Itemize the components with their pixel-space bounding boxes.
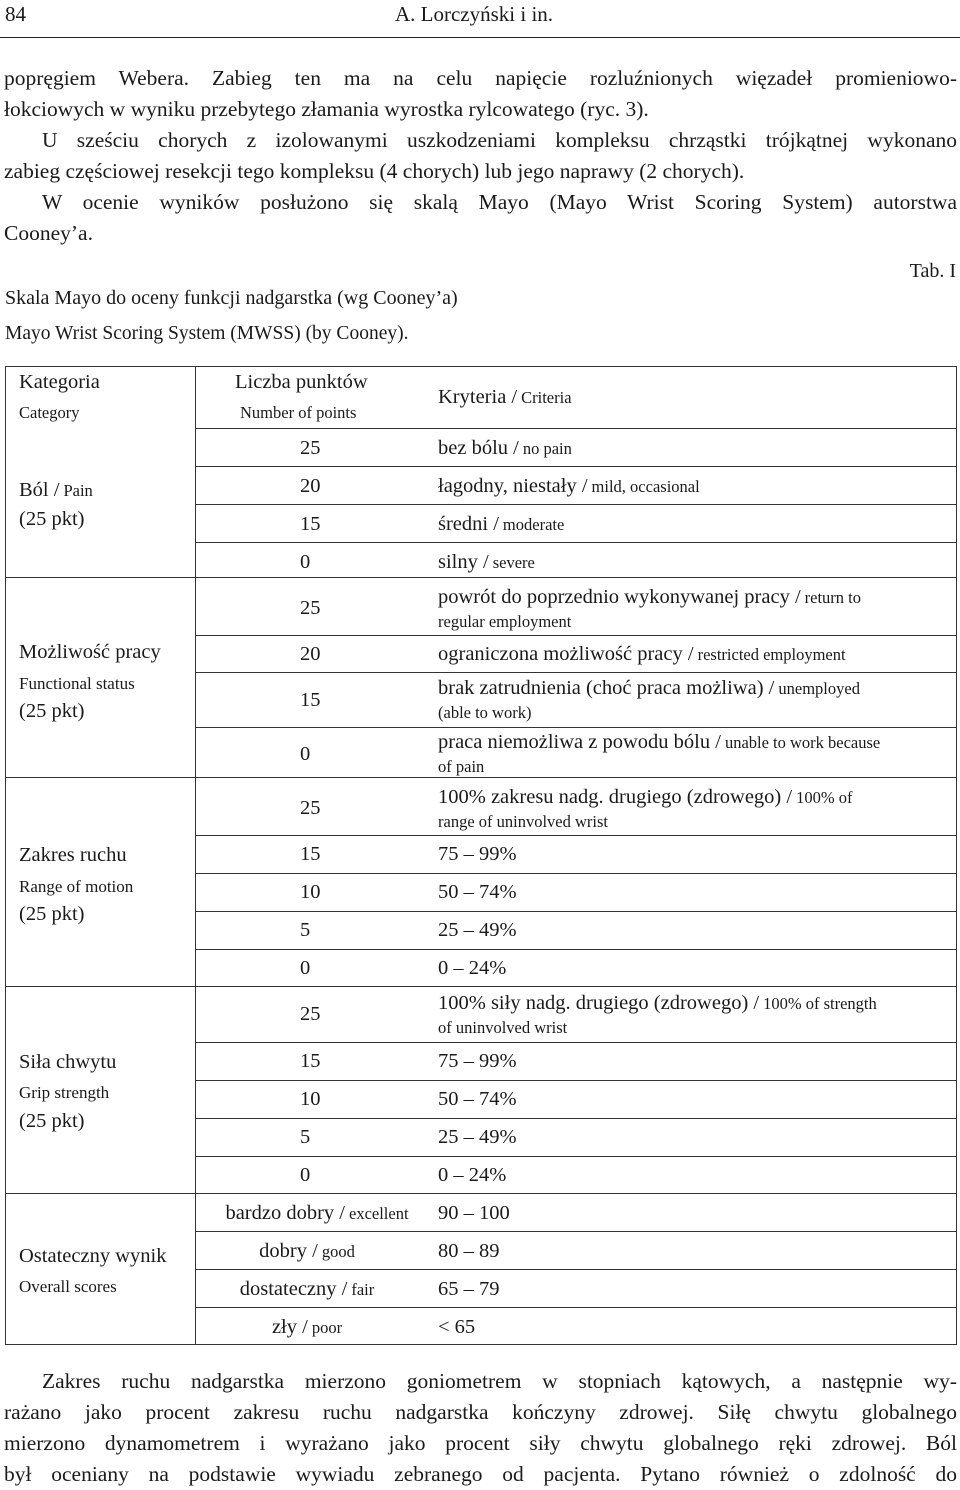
table-border-bottom — [5, 1344, 957, 1345]
criterion: ograniczona możliwość pracy / restricted employment — [438, 643, 846, 665]
row-separator — [195, 1042, 957, 1043]
points-value: 5 — [300, 919, 311, 941]
points-value: 5 — [300, 1126, 311, 1148]
header-category-en: Category — [19, 403, 80, 422]
header-rule — [0, 37, 960, 38]
score-range: < 65 — [438, 1316, 476, 1338]
page-number: 84 — [5, 2, 26, 26]
criterion: średni / moderate — [438, 513, 565, 535]
score-range: 90 – 100 — [438, 1202, 510, 1224]
intro-line: W ocenie wyników posłużono się skalą Mayo (Mayo Wrist Scoring System) autorstwa — [42, 190, 957, 214]
header-criteria — [438, 385, 572, 411]
points-value: 25 — [300, 597, 321, 619]
category-grip-max: (25 pkt) — [19, 1110, 85, 1132]
points-value: 0 — [300, 1164, 311, 1186]
criterion: 0 – 24% — [438, 957, 507, 979]
criterion: 50 – 74% — [438, 1088, 517, 1110]
row-separator — [195, 1118, 957, 1119]
criterion: 100% siły nadg. drugiego (zdrowego) / 100% of strength of uninvolved wrist — [438, 992, 877, 1037]
criterion: 50 – 74% — [438, 881, 517, 903]
row-separator — [195, 835, 957, 836]
category-motion-pl: Zakres ruchu — [19, 844, 127, 866]
running-header-authors: A. Lorczyński i in. — [395, 2, 554, 26]
points-value: 25 — [300, 437, 321, 459]
outro-line: mierzono dynamometrem i wyrażano jako procent siły chwytu globalnego ręki zdrowej. Ból — [4, 1431, 957, 1455]
column-divider — [195, 366, 196, 1345]
outro-line: rażano jako procent zakresu ruchu nadgarstka kończyny zdrowej. Siłę chwytu globalnego — [4, 1400, 957, 1424]
grade: zły / poor — [271, 1316, 343, 1338]
points-value: 20 — [300, 475, 321, 497]
category-functional-max: (25 pkt) — [19, 700, 85, 722]
grade: dobry / good — [259, 1240, 355, 1262]
row-separator — [195, 1156, 957, 1157]
points-value: 15 — [300, 843, 321, 865]
category-pain-pl: Ból / — [19, 479, 60, 501]
row-separator — [195, 1269, 957, 1270]
criterion: 75 – 99% — [438, 843, 517, 865]
intro-line: zabieg częściowej resekcji tego kompleksu (4 chorych) lub jego naprawy (2 chorych). — [4, 159, 745, 183]
outro-line: był oceniany na podstawie wywiadu zebranego od pacjenta. Pytano również o zdolność do — [4, 1462, 957, 1486]
category-grip-en: Grip strength — [19, 1083, 110, 1102]
points-value: 25 — [300, 797, 321, 819]
points-value: 0 — [300, 957, 311, 979]
intro-paragraph — [4, 63, 957, 249]
criterion: silny / severe — [438, 551, 535, 573]
points-value: 10 — [300, 881, 321, 903]
points-value: 20 — [300, 643, 321, 665]
table-border-top — [5, 366, 957, 367]
header-criteria-en: Criteria — [521, 388, 572, 407]
row-separator — [195, 949, 957, 950]
score-range: 80 – 89 — [438, 1240, 500, 1262]
category-pain-max: (25 pkt) — [19, 508, 85, 530]
category-separator — [5, 577, 957, 578]
criterion: 100% zakresu nadg. drugiego (zdrowego) / 100% of range of uninvolved wrist — [438, 786, 853, 831]
intro-line: U sześciu chorych z izolowanymi uszkodzeniami kompleksu chrząstki trójkątnej wykonano — [42, 128, 957, 152]
criterion: łagodny, niestały / mild, occasional — [438, 475, 700, 497]
points-value: 15 — [300, 1050, 321, 1072]
header-points-pl: Liczba punktów — [235, 371, 368, 393]
criterion: brak zatrudnienia (choć praca możliwa) / unemployed (able to work) — [438, 677, 860, 722]
category-motion-en: Range of motion — [19, 877, 134, 896]
row-separator — [195, 542, 957, 543]
criterion: 0 – 24% — [438, 1164, 507, 1186]
row-separator — [195, 873, 957, 874]
points-value: 0 — [300, 551, 311, 573]
row-separator — [195, 428, 957, 429]
category-pain-en: Pain — [63, 481, 93, 500]
row-separator — [195, 1231, 957, 1232]
category-functional-pl: Możliwość pracy — [19, 641, 161, 663]
points-value: 0 — [300, 743, 311, 765]
row-separator — [195, 727, 957, 728]
points-value: 15 — [300, 513, 321, 535]
outro-paragraph — [4, 1366, 957, 1490]
row-separator — [195, 635, 957, 636]
row-separator — [195, 672, 957, 673]
category-functional-en: Functional status — [19, 674, 135, 693]
intro-line: popręgiem Webera. Zabieg ten ma na celu napięcie rozluźnionych więzadeł promieniowo- — [4, 66, 957, 90]
points-value: 25 — [300, 1003, 321, 1025]
criterion: praca niemożliwa z powodu bólu / unable to work because of pain — [438, 731, 881, 776]
intro-line: łokciowych w wyniku przebytego złamania wyrostka rylcowatego (ryc. 3). — [4, 97, 649, 121]
category-grip-pl: Siła chwytu — [19, 1051, 117, 1073]
row-separator — [195, 466, 957, 467]
table-border-right — [956, 366, 957, 1345]
category-pain — [19, 478, 93, 504]
header-criteria-pl: Kryteria / — [438, 386, 518, 408]
points-value: 15 — [300, 689, 321, 711]
criterion: 75 – 99% — [438, 1050, 517, 1072]
category-motion-max: (25 pkt) — [19, 903, 85, 925]
criterion: 25 – 49% — [438, 1126, 517, 1148]
score-range: 65 – 79 — [438, 1278, 500, 1300]
points-value: 10 — [300, 1088, 321, 1110]
row-separator — [195, 1080, 957, 1081]
criterion: bez bólu / no pain — [438, 437, 572, 459]
table-number: Tab. I — [909, 260, 956, 282]
intro-line: Cooney’a. — [4, 221, 93, 245]
row-separator — [195, 504, 957, 505]
outro-line: Zakres ruchu nadgarstka mierzono goniometrem w stopniach kątowych, a następnie wy- — [42, 1369, 957, 1393]
header-category-pl: Kategoria — [19, 371, 100, 393]
criterion: powrót do poprzednio wykonywanej pracy / return to regular employment — [438, 586, 862, 631]
category-separator — [5, 1193, 957, 1194]
row-separator — [195, 1307, 957, 1308]
header-points-en: Number of points — [240, 403, 357, 422]
criterion: 25 – 49% — [438, 919, 517, 941]
category-overall-en: Overall scores — [19, 1277, 117, 1296]
table-title-pl: Skala Mayo do oceny funkcji nadgarstka (wg Cooney’a) — [5, 287, 458, 309]
table-border-left — [5, 366, 6, 1345]
grade: bardzo dobry / excellent — [225, 1202, 409, 1224]
category-overall-pl: Ostateczny wynik — [19, 1245, 167, 1267]
table-title-en: Mayo Wrist Scoring System (MWSS) (by Cooney). — [5, 323, 409, 344]
category-separator — [5, 986, 957, 987]
row-separator — [195, 911, 957, 912]
grade: dostateczny / fair — [239, 1278, 375, 1300]
